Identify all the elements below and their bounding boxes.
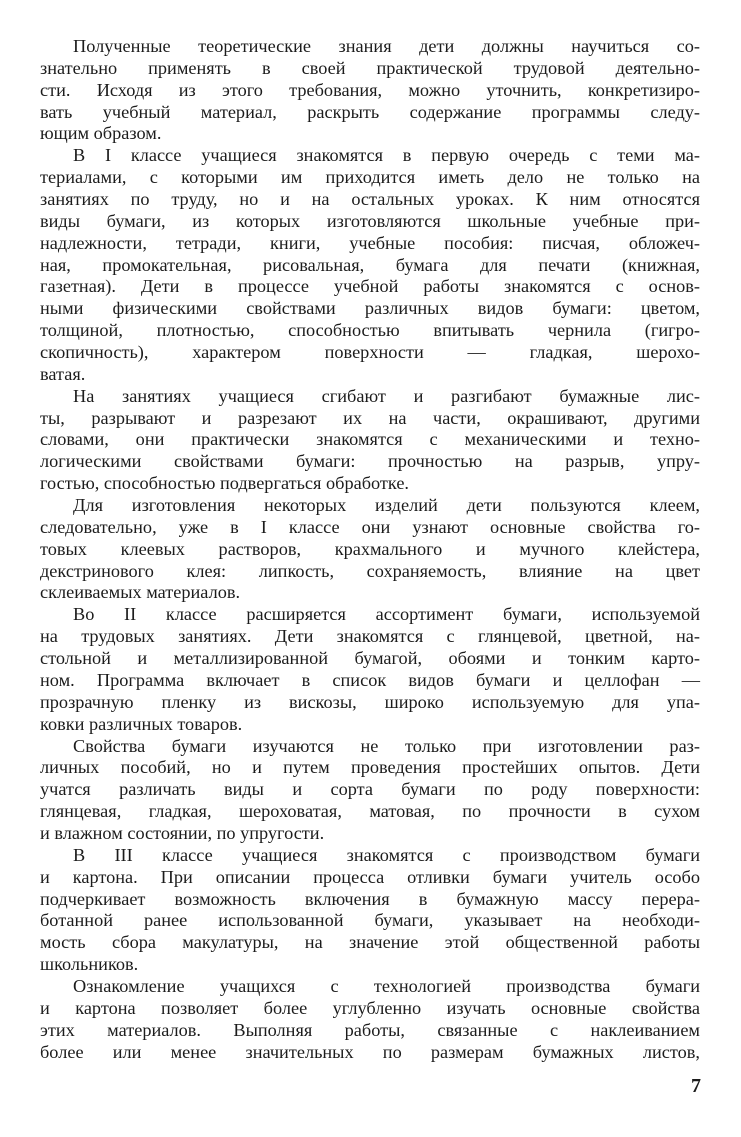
text-line: декстринового клея: липкость, сохраняемость, влияние на цвет — [40, 560, 700, 581]
text-line: глянцевая, гладкая, шероховатая, матовая, по прочности в сухом — [40, 801, 700, 822]
text-line: этих материалов. Выполняя работы, связанные с наклеиванием — [40, 1019, 700, 1040]
text-line: вать учебный материал, раскрыть содержание программы следу- — [40, 101, 700, 122]
text-line: товых клеевых растворов, крахмального и мучного клейстера, — [40, 538, 700, 559]
text-line: учатся различать виды и сорта бумаги по роду поверхности: — [40, 779, 700, 800]
text-line: прозрачную пленку из вискозы, широко используемую для упа- — [40, 691, 700, 712]
text-line: ными физическими свойствами различных видов бумаги: цветом, — [40, 298, 700, 319]
text-line: склеиваемых материалов. — [40, 582, 241, 603]
text-line: ватая. — [40, 363, 86, 384]
paragraph-8 — [40, 976, 700, 1063]
text-line: надлежности, тетради, книги, учебные пособия: писчая, обложеч- — [40, 232, 700, 253]
paragraph-2 — [40, 145, 700, 385]
text-line: ная, промокательная, рисовальная, бумага для печати (книжная, — [40, 254, 700, 275]
text-line: В I классе учащиеся знакомятся в первую очередь с теми ма- — [73, 145, 700, 166]
text-line: териалами, с которыми им приходится иметь дело не только на — [40, 167, 700, 188]
text-line: на трудовых занятиях. Дети знакомятся с глянцевой, цветной, на- — [40, 626, 700, 647]
text-line: ботанной ранее использованной бумаги, указывает на необходи- — [40, 910, 700, 931]
text-line: и картона позволяет более углубленно изучать основные свойства — [40, 997, 700, 1018]
text-line: школьников. — [40, 954, 139, 975]
text-line: следовательно, уже в I классе они узнают основные свойства го- — [40, 516, 700, 537]
text-line: логическими свойствами бумаги: прочностью на разрыв, упру- — [40, 451, 700, 472]
text-line: знательно применять в своей практической трудовой деятельно- — [40, 57, 700, 78]
text-line: личных пособий, но и путем проведения простейших опытов. Дети — [40, 757, 700, 778]
text-line: На занятиях учащиеся сгибают и разгибают бумажные лис- — [73, 385, 700, 406]
text-line: гостью, способностью подвергаться обработке. — [40, 473, 410, 494]
text-line: толщиной, плотностью, способностью впитывать чернила (гигро- — [40, 320, 700, 341]
text-line: подчеркивает возможность включения в бумажную массу перера- — [40, 888, 700, 909]
text-line: ном. Программа включает в список видов бумаги и целлофан — — [40, 669, 700, 690]
text-line: скопичность), характером поверхности — гладкая, шерохо- — [40, 342, 700, 363]
text-line: виды бумаги, из которых изготовляются школьные учебные при- — [40, 210, 700, 231]
text-line: и влажном состоянии, по упругости. — [40, 822, 325, 843]
paragraph-6 — [40, 736, 700, 845]
paragraph-5 — [40, 604, 700, 735]
text-line: сти. Исходя из этого требования, можно уточнить, конкретизиро- — [40, 79, 700, 100]
text-line: Во II классе расширяется ассортимент бумаги, используемой — [73, 604, 700, 625]
text-line: занятиях по труду, но и на остальных уроках. К ним относятся — [40, 189, 700, 210]
text-line: мость сбора макулатуры, на значение этой общественной работы — [40, 932, 700, 953]
paragraph-3 — [40, 386, 700, 495]
text-line: словами, они практически знакомятся с механическими и техно- — [40, 429, 700, 450]
text-line: более или менее значительных по размерам бумажных листов, — [40, 1041, 700, 1062]
text-line: ковки различных товаров. — [40, 713, 243, 734]
paragraph-1 — [40, 36, 700, 145]
text-line: Свойства бумаги изучаются не только при изготовлении раз- — [73, 735, 700, 756]
text-line: В III классе учащиеся знакомятся с производством бумаги — [73, 844, 700, 865]
text-line: ты, разрывают и разрезают их на части, окрашивают, другими — [40, 407, 700, 428]
text-line: и картона. При описании процесса отливки бумаги учитель особо — [40, 866, 700, 887]
text-line: стольной и металлизированной бумагой, обоями и тонким карто- — [40, 648, 700, 669]
page-body — [40, 36, 700, 1063]
paragraph-4 — [40, 495, 700, 604]
text-line: ющим образом. — [40, 123, 162, 144]
text-line: Полученные теоретические знания дети должны научиться со- — [73, 36, 700, 56]
text-line: газетная). Дети в процессе учебной работы знакомятся с основ- — [40, 276, 700, 297]
page-number: 7 — [691, 1075, 701, 1097]
paragraph-7 — [40, 845, 700, 976]
text-line: Для изготовления некоторых изделий дети пользуются клеем, — [73, 495, 700, 516]
text-line: Ознакомление учащихся с технологией производства бумаги — [73, 975, 700, 996]
